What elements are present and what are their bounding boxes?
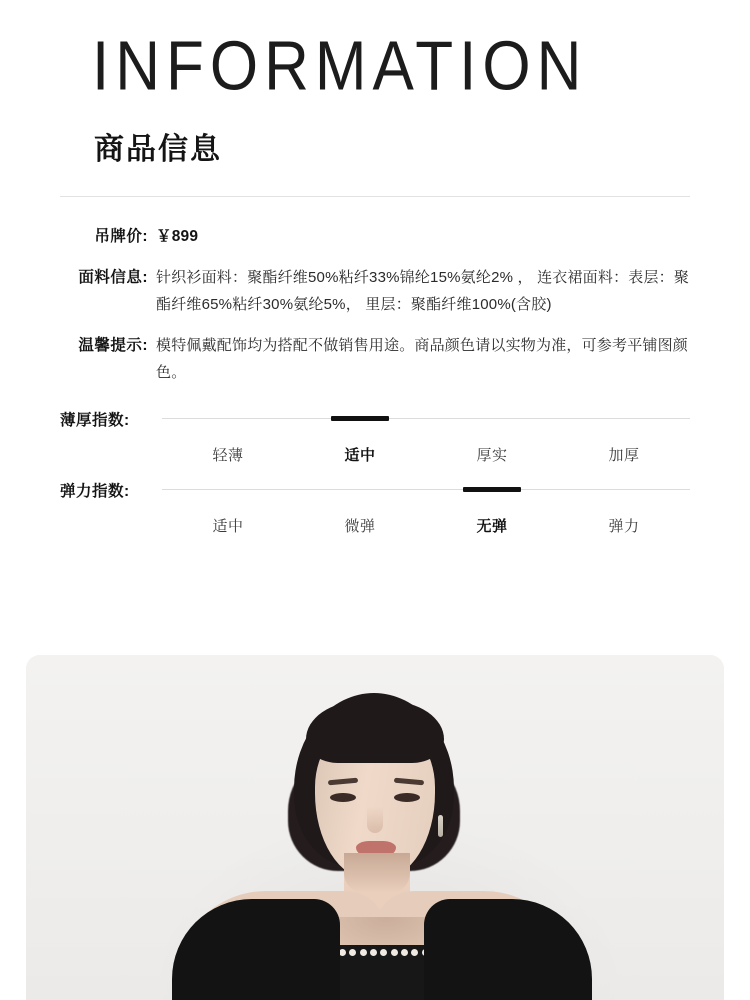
scale-elasticity-marker: [463, 487, 521, 492]
page-header: [0, 0, 750, 168]
scale-elasticity-labels: [162, 515, 690, 536]
scale-list: [60, 408, 690, 536]
product-model-photo-image: [26, 655, 724, 1000]
scale-thickness-marker: [331, 416, 389, 421]
scale-thickness-track: [162, 416, 690, 422]
info-label-notice: 温馨提示:: [78, 337, 148, 354]
info-row-notice: [60, 332, 695, 386]
scale-thickness-option-2: 厚实: [476, 447, 508, 464]
model-eye-right: [394, 793, 420, 802]
scale-elasticity-option-3: 弹力: [608, 518, 640, 535]
info-list: [60, 223, 695, 386]
scale-elasticity-option-1: 微弹: [344, 518, 376, 535]
info-label-price: 吊牌价:: [94, 228, 148, 245]
model-eye-left: [330, 793, 356, 802]
info-value-notice: 模特佩戴配饰均为搭配不做销售用途。商品颜色请以实物为准，可参考平铺图颜色。: [156, 337, 689, 381]
info-value-fabric: 针织衫面料：聚酯纤维50%粘纤33%锦纶15%氨纶2% ， 连衣裙面料：表层：聚酯纤维65%粘纤30%氨纶5%， 里层：聚酯纤维100%(含胶): [156, 269, 690, 313]
scale-thickness-option-1: 适中: [344, 447, 376, 464]
scale-elasticity-option-0: 适中: [212, 518, 244, 535]
product-cardigan-left: [172, 899, 340, 1000]
scale-elasticity-option-2: 无弹: [476, 518, 508, 535]
scale-thickness-line: [162, 418, 690, 419]
product-cardigan-right: [424, 899, 592, 1000]
scale-elasticity-title: 弹力指数:: [60, 483, 130, 500]
scale-thickness-option-0: 轻薄: [212, 447, 244, 464]
scale-elasticity-line: [162, 489, 690, 490]
header-divider: [60, 196, 690, 197]
scale-elasticity-track: [162, 487, 690, 493]
page-title-chinese: 商品信息: [94, 133, 222, 166]
scale-thickness: [60, 408, 690, 465]
model-hairline: [306, 701, 444, 763]
scale-thickness-labels: [162, 444, 690, 465]
page-title-english: INFORMATION: [92, 28, 588, 106]
model-nose: [367, 807, 383, 833]
model-neck-shading: [344, 853, 410, 893]
scale-thickness-option-3: 加厚: [608, 447, 640, 464]
info-label-fabric: 面料信息:: [78, 269, 148, 286]
info-value-price: ￥899: [156, 228, 199, 245]
model-earring: [438, 815, 443, 837]
info-row-fabric: [60, 264, 695, 318]
scale-elasticity: [60, 479, 690, 536]
scale-elasticity-head: [60, 479, 690, 501]
scale-thickness-title: 薄厚指数:: [60, 412, 130, 429]
scale-thickness-head: [60, 408, 690, 430]
product-model-photo: [26, 655, 724, 1000]
info-row-price: [60, 223, 695, 250]
